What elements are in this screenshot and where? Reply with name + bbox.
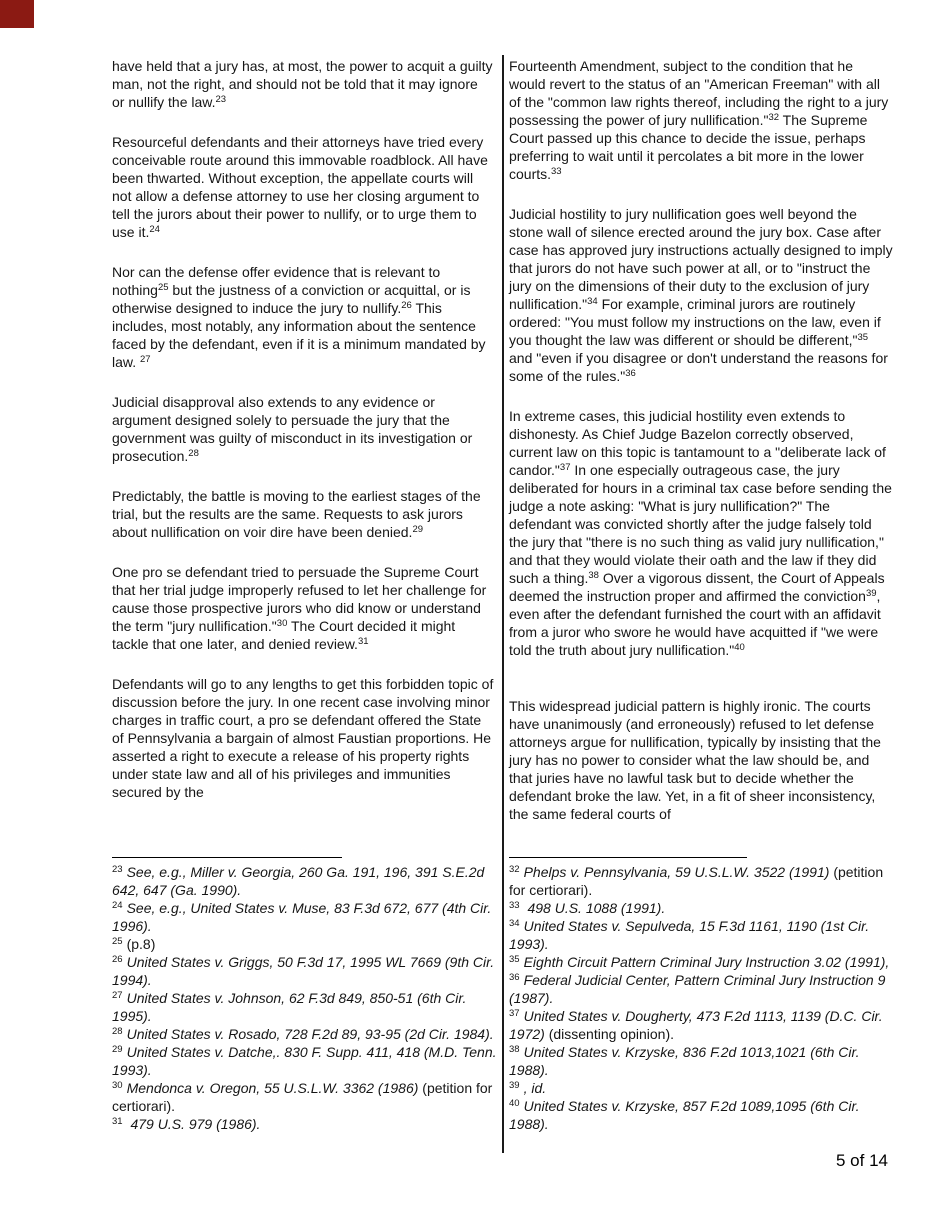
- footnote-text: 479 U.S. 979 (1986).: [126, 1116, 261, 1132]
- footnote: [112, 899, 498, 935]
- footnote-ref: 31: [357, 635, 369, 647]
- footnote-number: 35: [509, 953, 520, 965]
- footnote-ref: 40: [734, 641, 745, 653]
- footnote-text: Federal Judicial Center, Pattern Criminal Jury Instruction 9 (1987).: [509, 972, 886, 1006]
- footnote-ref: 30: [276, 617, 288, 629]
- footnote-separator-rule: [509, 857, 747, 858]
- footnote: [112, 1025, 498, 1043]
- footnote-ref: 35: [857, 331, 869, 343]
- footnote: [112, 953, 498, 989]
- footnote-number: 27: [112, 989, 123, 1001]
- footnote-text: See, e.g., United States v. Muse, 83 F.3d 672, 677 (4th Cir. 1996).: [112, 900, 492, 934]
- footnote: [509, 899, 895, 917]
- footnote-ref: 33: [551, 165, 562, 177]
- body-paragraph: Predictably, the battle is moving to the earliest stages of the trial, but the results are the same. Requests to ask jurors about nullification on voir dire have been denied.$^{29}$: [112, 488, 481, 540]
- footnote-ref: 34: [587, 295, 598, 307]
- page-number: 5 of 14: [836, 1151, 888, 1170]
- footnote-text: Eighth Circuit Pattern Criminal Jury Instruction 3.02 (1991),: [523, 954, 890, 970]
- left-footnote-section: [112, 857, 498, 1133]
- footnote-number: 28: [112, 1025, 123, 1037]
- footnote-number: 25: [112, 935, 123, 947]
- footnote-number: 29: [112, 1043, 123, 1055]
- footnote: [509, 863, 895, 899]
- footnote-number: 26: [112, 953, 123, 965]
- right-column: [509, 57, 893, 845]
- footnote-number: 38: [509, 1043, 520, 1055]
- footnote-text: (dissenting opinion).: [548, 1026, 674, 1042]
- body-paragraph: Nor can the defense offer evidence that is relevant to nothing$^{25}$ but the justness of a conviction or acquittal, or is otherwise designed to induce the jury to nullify.$^{26}$ This includes, most notably, any information about the sentence faced by the defendant, even if it is a minimum mandated by law. $^{27}$: [112, 264, 486, 370]
- footnote-text: United States v. Krzyske, 836 F.2d 1013,1021 (6th Cir. 1988).: [509, 1044, 860, 1078]
- footnote-number: 36: [509, 971, 520, 983]
- footnote: [509, 1079, 895, 1097]
- footnote-separator-rule: [112, 857, 342, 858]
- footnote: [509, 917, 895, 953]
- footnote-number: 40: [509, 1097, 520, 1109]
- footnote-text: United States v. Krzyske, 857 F.2d 1089,1095 (6th Cir. 1988).: [509, 1098, 860, 1132]
- footnote-ref: 27: [140, 353, 151, 365]
- footnote-ref: 36: [625, 367, 636, 379]
- footnote-text: Mendonca v. Oregon, 55 U.S.L.W. 3362 (1986): [126, 1080, 423, 1096]
- footnote-text: (petition for certiorari).: [112, 1080, 493, 1114]
- footnote-number: 30: [112, 1079, 123, 1091]
- footnote-text: United States v. Rosado, 728 F.2d 89, 93-95 (2d Cir. 1984).: [126, 1026, 494, 1042]
- footnote-number: 23: [112, 863, 123, 875]
- footnote: [509, 953, 895, 971]
- footnote-number: 32: [509, 863, 520, 875]
- footnote-text: (petition for certiorari).: [509, 864, 884, 898]
- footnote-ref: 23: [215, 93, 227, 105]
- body-paragraph: This widespread judicial pattern is highly ironic. The courts have unanimously (and erroneously) refused to let defense attorneys argue for nullification, typically by insisting that the jury has no power to consider what the law should be, and that juries have no lawful task but to decide whether the defendant broke the law. Yet, in a fit of sheer inconsistency, the same federal courts of: [509, 698, 881, 822]
- footnote-text: , id.: [523, 1080, 547, 1096]
- footnote-ref: 38: [588, 569, 599, 581]
- footnote: [112, 1043, 498, 1079]
- body-paragraph: Fourteenth Amendment, subject to the condition that he would revert to the status of an "American Freeman" with all of the "common law rights thereof, including the right to a jury possessing the power of jury nullification."$^{32}$ The Supreme Court passed up this chance to decide the issue, perhaps preferring to wait until it percolates a bit more in the lower courts.$^{33}$: [509, 58, 889, 182]
- right-footnote-list: [509, 863, 895, 1133]
- footnote-text: 498 U.S. 1088 (1991).: [523, 900, 666, 916]
- left-column: [112, 57, 494, 823]
- footnote-number: 33: [509, 899, 520, 911]
- footnote-number: 37: [509, 1007, 520, 1019]
- footnote-text: (p.8): [126, 936, 156, 952]
- footnote: [112, 935, 498, 953]
- footnote-text: United States v. Sepulveda, 15 F.3d 1161, 1190 (1st Cir. 1993).: [509, 918, 870, 952]
- footnote-text: United States v. Griggs, 50 F.3d 17, 1995 WL 7669 (9th Cir. 1994).: [112, 954, 495, 988]
- footnote-number: 31: [112, 1115, 123, 1127]
- footnote-text: United States v. Dougherty, 473 F.2d 1113, 1139 (D.C. Cir. 1972): [509, 1008, 883, 1042]
- footnote-ref: 24: [149, 223, 160, 235]
- body-paragraph: In extreme cases, this judicial hostility even extends to dishonesty. As Chief Judge Bazelon correctly observed, current law on this topic is tantamount to a "deliberate lack of candor."$^{37}$ In one especially outrageous case, the jury deliberated for hours in a criminal tax case before sending the judge a note asking: "What is jury nullification?" The defendant was convicted shortly after the judge falsely told the jury that "there is no such thing as valid jury nullification," and that they would violate their oath and the law if they did such a thing.$^{38}$ Over a vigorous dissent, the Court of Appeals deemed the instruction proper and affirmed the conviction$^{39}$, even after the defendant furnished the court with an affidavit from a juror who swore he would have acquitted if "we were told the truth about jury nullification."$^{40}$: [509, 408, 892, 658]
- column-divider-rule: [502, 55, 504, 1153]
- footnote-ref: 29: [412, 523, 424, 535]
- footnote-ref: 39: [865, 587, 877, 599]
- footnote: [509, 1007, 895, 1043]
- footnote: [509, 1097, 895, 1133]
- footnote-ref: 25: [157, 281, 169, 293]
- footnote-text: Phelps v. Pennsylvania, 59 U.S.L.W. 3522 (1991): [523, 864, 834, 880]
- body-paragraph: have held that a jury has, at most, the power to acquit a guilty man, not the right, and should not be told that it may ignore or nullify the law.$^{23}$: [112, 58, 493, 110]
- footnote: [112, 989, 498, 1025]
- footnote-ref: 28: [188, 447, 199, 459]
- footnote-ref: 37: [559, 461, 571, 473]
- footnote: [509, 971, 895, 1007]
- footnote-number: 24: [112, 899, 123, 911]
- footnote: [112, 1115, 498, 1133]
- body-paragraph: Judicial disapproval also extends to any evidence or argument designed solely to persuade the jury that the government was guilty of misconduct in its investigation or prosecution.$^{28}$: [112, 394, 473, 464]
- annotation-marker: [0, 0, 34, 28]
- body-paragraph: Defendants will go to any lengths to get this forbidden topic of discussion before the jury. In one recent case involving minor charges in traffic court, a pro se defendant offered the State of Pennsylvania a bargain of almost Faustian proportions. He asserted a right to execute a release of his property rights under state law and all of his privileges and immunities secured by the: [112, 676, 494, 800]
- footnote-ref: 26: [401, 299, 412, 311]
- body-paragraph: One pro se defendant tried to persuade the Supreme Court that her trial judge improperly refused to let her challenge for cause those prospective jurors who did know or understand the term "jury nullification."$^{30}$ The Court decided it might tackle that one later, and denied review.$^{31}$: [112, 564, 487, 652]
- footnote: [112, 863, 498, 899]
- body-paragraph: Resourceful defendants and their attorneys have tried every conceivable route around this immovable roadblock. All have been thwarted. Without exception, the appellate courts will not allow a defense attorney to use her closing argument to tell the jurors about their power to nullify, or to urge them to use it.$^{24}$: [112, 134, 488, 240]
- footnote: [509, 1043, 895, 1079]
- body-paragraph: Judicial hostility to jury nullification goes well beyond the stone wall of silence erected around the jury box. Case after case has approved jury instructions actually designed to imply that jurors do not have such power at all, or to "instruct the jury on the dimensions of their duty to the exclusion of jury nullification."$^{34}$ For example, criminal jurors are routinely ordered: "You must follow my instructions on the law, even if you thought the law was different or should be different,"$^{35}$ and "even if you disagree or don't understand the reasons for some of the rules."$^{36}$: [509, 206, 893, 384]
- footnote-ref: 32: [768, 111, 780, 123]
- footnote-number: 39: [509, 1079, 520, 1091]
- right-footnote-section: [509, 857, 895, 1133]
- footnote: [112, 1079, 498, 1115]
- footnote-number: 34: [509, 917, 520, 929]
- footnote-text: United States v. Datche,. 830 F. Supp. 411, 418 (M.D. Tenn. 1993).: [112, 1044, 497, 1078]
- footnote-text: United States v. Johnson, 62 F.3d 849, 850-51 (6th Cir. 1995).: [112, 990, 467, 1024]
- footnote-text: See, e.g., Miller v. Georgia, 260 Ga. 191, 196, 391 S.E.2d 642, 647 (Ga. 1990).: [112, 864, 485, 898]
- left-footnote-list: [112, 863, 498, 1133]
